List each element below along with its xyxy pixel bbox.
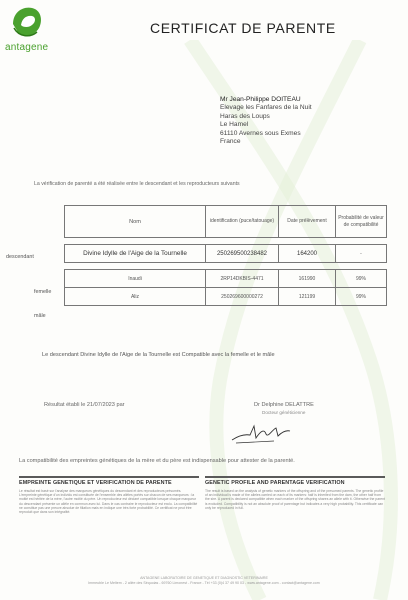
signer-role: Docteur généticienne <box>262 410 306 415</box>
info-title: GENETIC PROFILE AND PARENTAGE VERIFICATION <box>205 480 345 486</box>
header-date: Date prélèvement <box>279 206 336 238</box>
intro-text: La vérification de parenté a été réalisée entre le descendant et les reproducteurs suivants <box>34 181 240 187</box>
header-probability: Probabilité de valeur de compatibilité <box>336 206 387 238</box>
compat-probability: - <box>336 245 387 263</box>
recipient-line: Le Hamel <box>220 121 249 129</box>
recipient-line: 61110 Avernes sous Exmes <box>220 129 301 137</box>
recipient-line: Elevage les Fanfares de la Nuit <box>220 104 312 112</box>
compatibility-statement: Le descendant Divine Idylle de l'Aige de la Tournelle est Compatible avec la femelle et le mâle <box>42 352 275 358</box>
footer <box>0 576 408 586</box>
animal-id: 250269600000272 <box>206 288 279 306</box>
issue-date-line: Résultat établi le 21/07/2023 par <box>44 402 125 408</box>
info-box-french <box>19 476 199 572</box>
sample-date: 121199 <box>279 288 336 306</box>
info-title: EMPREINTE GENETIQUE ET VERIFICATION DE PARENTE <box>19 480 172 486</box>
compatibility-notice: La compatibilité des empreintes génétiques de la mère et du père est indispensable pour attester de la parenté. <box>19 458 295 464</box>
animal-id: 2RP14DKBIS-4471 <box>206 270 279 288</box>
recipient-line: Haras des Loups <box>220 112 270 120</box>
footer-line: Immeuble Le Meltem - 2 allée des Séquoias - 69760 Limonest - France - Tél +33 (0)4 37 49 90 03 - www.antagene.com - contact@antagene.com <box>88 581 320 585</box>
page-title: CERTIFICAT DE PARENTE <box>150 20 336 36</box>
table-row <box>65 270 387 288</box>
info-body: The result is based on the analysis of genetic markers of the offspring and of the presumed parents. The genetic profile of an individual is made of the alleles carried on each of its markers: half is inherited from the dam, the other half from the sire. A parent is declared compatible when each marker of the offspring shares an allele with it. Otherwise the parent is excluded. Compatibility is not an absolute proof of parentage but indicates a very high probability. This certificate can only be reproduced in full. <box>205 489 385 510</box>
logo-mark-icon <box>10 4 44 40</box>
compat-probability: 99% <box>336 288 387 306</box>
role-label: femelle <box>34 289 52 295</box>
role-label: descendant <box>6 254 34 260</box>
recipient-line: France <box>220 138 241 146</box>
animal-name: Aliz <box>65 288 206 306</box>
footer-line: ANTAGENE LABORATOIRE DE GENETIQUE ET DIAGNOSTIC VETERINAIRE <box>140 576 268 580</box>
recipient-name: Mr Jean-Philippe DOITEAU <box>220 96 301 103</box>
header-identification: identification (puce/tatouage) <box>206 206 279 238</box>
recipient-address <box>220 96 312 146</box>
table-header-row <box>65 206 387 238</box>
signature-graphic <box>228 416 292 446</box>
role-label: mâle <box>34 313 46 319</box>
table-row <box>65 288 387 306</box>
compat-probability: 99% <box>336 270 387 288</box>
signer-name: Dr Delphine DELATTRE <box>254 402 314 408</box>
animal-name: Divine Idylle de l'Aige de la Tournelle <box>65 245 206 263</box>
animal-id: 250269500238482 <box>206 245 279 263</box>
info-body: Le résultat est basé sur l'analyse des marqueurs génétiques du descendant et des reproducteurs présumés. L'empreinte génétique d'un individu est constituée de l'ensemble des allèles portés sur chacun de ses marqueurs : la moitié est héritée de la mère, l'autre moitié du père. Un reproducteur est déclaré compatible lorsque chaque marqueur du descendant présente un allèle en commun avec lui. Dans le cas contraire le reproducteur est exclu. La compatibilité ne constitue pas une preuve absolue de filiation mais en indique une très forte probabilité. Ce certificat ne peut être reproduit que dans son intégralité. <box>19 489 198 515</box>
sample-date: 164200 <box>279 245 336 263</box>
header-name: Nom <box>65 206 206 238</box>
logo-text: antagene <box>5 42 49 53</box>
animal-name: Inaudi <box>65 270 206 288</box>
company-logo <box>4 4 52 54</box>
sample-date: 161990 <box>279 270 336 288</box>
parentage-table <box>64 205 387 306</box>
table-row <box>65 245 387 263</box>
info-box-english <box>205 476 385 572</box>
